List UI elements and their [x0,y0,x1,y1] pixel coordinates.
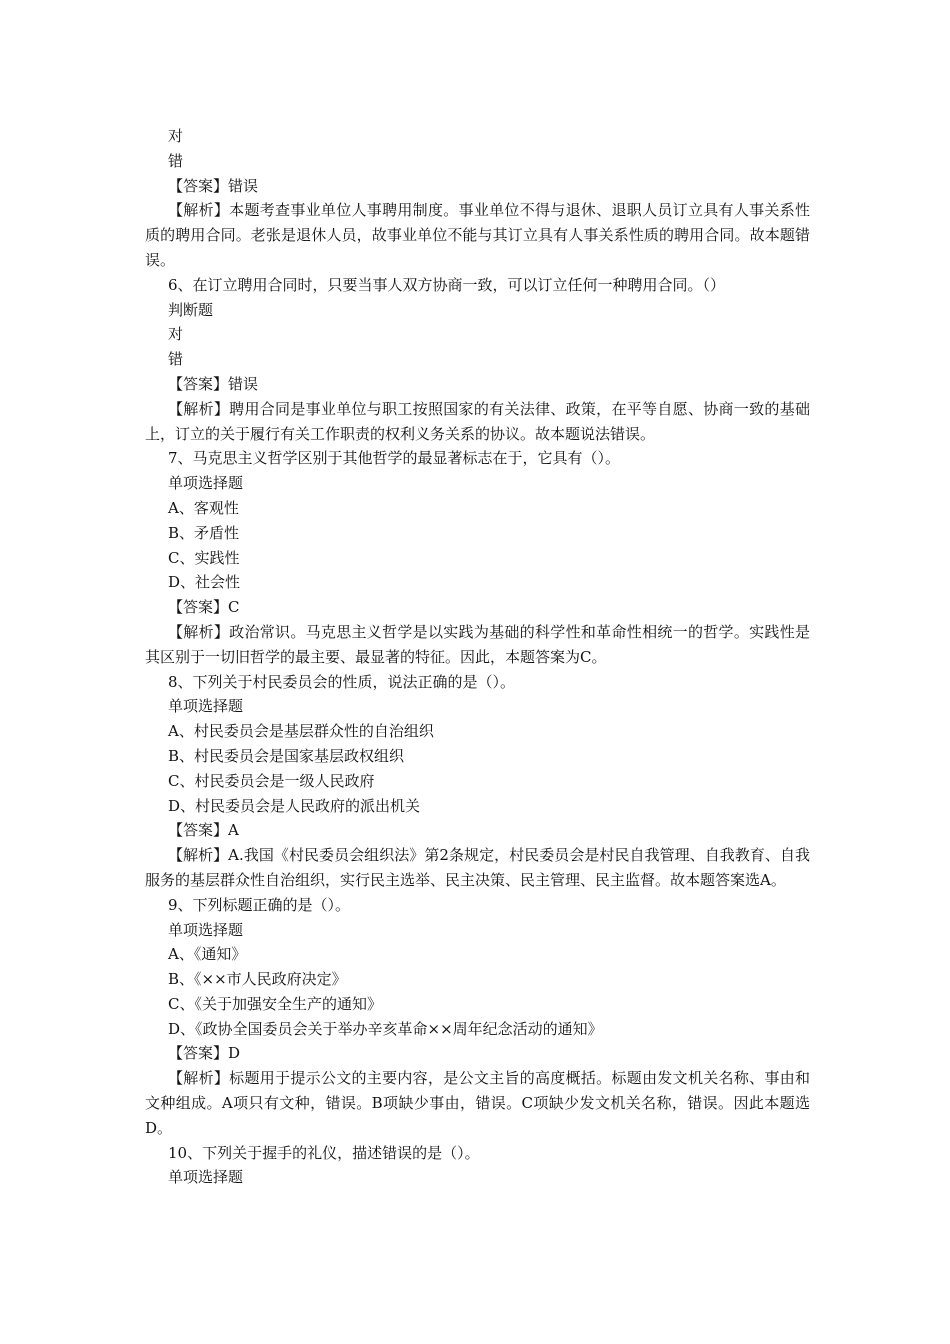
q7-type: 单项选择题 [168,474,244,493]
q7-answer: 【答案】C [168,598,240,617]
q7-option-c: C、实践性 [168,548,240,567]
q5-answer: 【答案】错误 [168,176,259,195]
q8-analysis: 【解析】A.我国《村民委员会组织法》第2条规定，村民委员会是村民自我管理、自我教育、自我服务的基层群众性自治组织，实行民主选举、民主决策、民主管理、民主监督。故本题答案选A。 [145,846,810,889]
q8-option-c: C、村民委员会是一级人民政府 [168,771,375,790]
q9-answer: 【答案】D [168,1044,241,1063]
q7-option-d: D、社会性 [168,573,241,592]
q9-analysis: 【解析】标题用于提示公文的主要内容，是公文主旨的高度概括。标题由发文机关名称、事由和文种组成。A项只有文种，错误。B项缺少事由，错误。C项缺少发文机关名称，错误。因此本题选D。 [145,1069,810,1137]
q6-option-true: 对 [168,325,184,344]
q6-answer: 【答案】错误 [168,374,259,393]
q8-question: 8、下列关于村民委员会的性质，说法正确的是（）。 [168,672,516,691]
q7-option-a: A、客观性 [168,498,239,517]
q6-option-false: 错 [168,350,184,369]
q7-option-b: B、矛盾性 [168,523,240,542]
q8-answer: 【答案】A [168,821,239,840]
q9-option-c: C、《关于加强安全生产的通知》 [168,994,382,1013]
q9-option-d: D、《政协全国委员会关于举办辛亥革命××周年纪念活动的通知》 [168,1019,603,1038]
q8-option-b: B、村民委员会是国家基层政权组织 [168,746,405,765]
q9-option-b: B、《××市人民政府决定》 [168,970,347,989]
q9-type: 单项选择题 [168,920,244,939]
q5-option-false: 错 [168,151,184,170]
q8-type: 单项选择题 [168,697,244,716]
q6-type: 判断题 [168,300,214,319]
q9-option-a: A、《通知》 [168,945,247,964]
q10-question: 10、下列关于握手的礼仪，描述错误的是（）。 [168,1143,480,1162]
q7-question: 7、马克思主义哲学区别于其他哲学的最显著标志在于，它具有（）。 [168,449,621,468]
q6-question: 6、在订立聘用合同时，只要当事人双方协商一致，可以订立任何一种聘用合同。（） [168,275,726,294]
q7-analysis: 【解析】政治常识。马克思主义哲学是以实践为基础的科学性和革命性相统一的哲学。实践性是其区别于一切旧哲学的最主要、最显著的特征。因此，本题答案为C。 [145,622,810,666]
q9-question: 9、下列标题正确的是（）。 [168,895,351,914]
q8-option-a: A、村民委员会是基层群众性的自治组织 [168,722,434,741]
document-page [145,124,810,1190]
q5-analysis: 【解析】本题考查事业单位人事聘用制度。事业单位不得与退休、退职人员订立具有人事关系性质的聘用合同。老张是退休人员，故事业单位不能与其订立具有人事关系性质的聘用合同。故本题错误。 [145,201,810,269]
q8-option-d: D、村民委员会是人民政府的派出机关 [168,796,421,815]
q10-type: 单项选择题 [168,1168,244,1187]
q5-option-true: 对 [168,127,184,145]
q6-analysis: 【解析】聘用合同是事业单位与职工按照国家的有关法律、政策，在平等自愿、协商一致的基础上，订立的关于履行有关工作职责的权利义务关系的协议。故本题说法错误。 [145,399,810,443]
